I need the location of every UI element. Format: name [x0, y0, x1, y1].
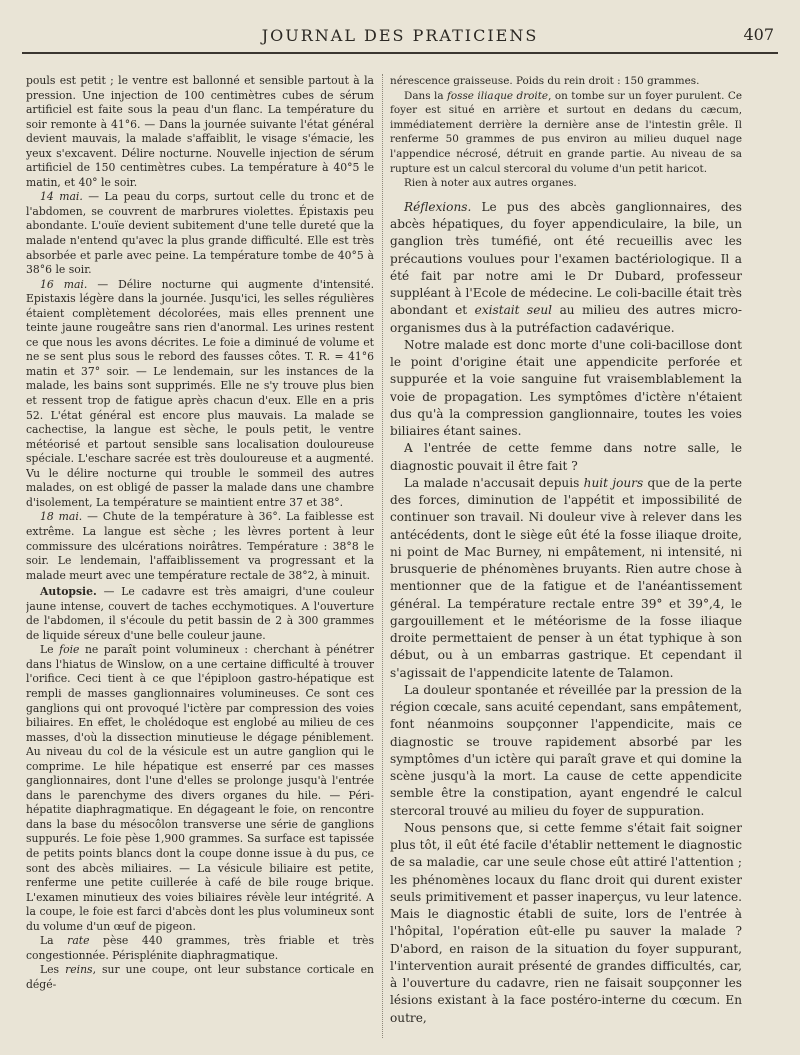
section-label: Autopsie.	[40, 585, 97, 599]
paragraph: Le foie ne paraît point volumineux : cherchant à pénétrer dans l'hiatus de Winslow, on a une certaine difficulté à trouver l'orifice. Ceci tient à ce que l'épiploon gastro-hépatique est rempli de masses ganglionnaires volumineuses. Ce sont ces ganglions qui ont provoqué l'ictère par compression des voies biliaires. En effet, le cholédoque est englobé au milieu de ces masses, d'où la dissection minutieuse le dégage péniblement. Au niveau du col de la vésicule est un autre ganglion qui le comprime. Le hile hépatique est enserré par ces masses ganglionnaires, dont l'une d'elles se prolonge jusqu'à l'entrée dans le parenchyme des divers organes du hile. — Péri-hépatite diaphragmatique. En dégageant le foie, on rencontre dans la base du mésocôlon transverse une série de ganglions suppurés. Le foie pèse 1,900 grammes. Sa surface est tapissée de petits points blancs dont la coupe donne issue à du pus, ce sont des abcès miliaires. — La vésicule biliaire est petite, renferme une petite cuillerée à café de bile rouge brique. L'examen minutieux des voies biliaires révèle leur intégrité. A la coupe, le foie est farci d'abcès dont les plus volumineux sont du volume d'un œuf de pigeon.	[26, 643, 374, 933]
running-header	[22, 22, 778, 52]
date-label: 16 mai.	[40, 277, 88, 291]
date-label: 14 mai.	[40, 190, 83, 204]
header-rule	[22, 52, 778, 54]
paragraph: 18 mai. — Chute de la température à 36°. La faiblesse est extrême. La langue est sèche ; les lèvres portent à leur commissure des ulcérations noirâtres. Température : 38°8 le soir. Le lendemain, l'affaiblissement va progressant et la malade meurt avec une température rectale de 38°2, à minuit.	[26, 510, 374, 582]
journal-title: JOURNAL DES PRATICIENS	[261, 26, 539, 45]
paragraph: nérescence graisseuse. Poids du rein droit : 150 grammes.	[390, 75, 700, 87]
page-number: 407	[743, 25, 774, 44]
column-divider	[382, 74, 383, 1038]
paragraph: 14 mai. — La peau du corps, surtout celle du tronc et de l'abdomen, se couvrent de marbrures violettes. Épistaxis peu abondante. L'ouïe devient subitement d'une telle dureté que la malade n'entend qu'avec la plus grande difficulté. Elle est très absorbée et parle avec peine. La température tombe de 40°5 à 38°6 le soir.	[26, 190, 374, 277]
paragraph: 16 mai. — Délire nocturne qui augmente d'intensité. Epistaxis légère dans la journée. Jusqu'ici, les selles régulières étaient complètement décolorées, mais elles prennent une teinte jaune rougeâtre sans rien d'anormal. Les urines restent ce que nous les avons décrites. Le foie a diminué de volume et ne se sent plus sous le rebord des fausses côtes. T. R. = 41°6 matin et 37° soir. — Le lendemain, sur les instances de la malade, les bains sont supprimés. Elle ne s'y trouve plus bien et ressent trop de fatigue après chacun d'eux. Elle en a pris 52. L'état général est encore plus mauvais. La malade se cachectise, la langue est sèche, le pouls petit, le ventre météorisé et partout sensible sans localisation douloureuse spéciale. L'eschare sacrée est très douloureuse et a augmenté. Vu le délire nocturne qui trouble le sommeil des autres malades, on est obligé de passer la malade dans une chambre d'isolement, La température se maintient entre 37 et 38°.	[26, 277, 374, 509]
paragraph: La douleur spontanée et réveillée par la pression de la région cœcale, sans acuité cependant, sans empâtement, font néanmoins soupçonner l'appendicite, mais ce diagnostic se trouve rapidement absorbé par les symptômes d'un ictère qui paraît grave et qui domine la scène jusqu'à la mort. La cause de cette appendicite semble être la constipation, ayant engendré le calcul stercoral trouvé au milieu du foyer de suppuration.	[390, 682, 742, 818]
paragraph: Autopsie. — Le cadavre est très amaigri, d'une couleur jaune intense, couvert de taches ecchymotiques. A l'ouverture de l'abdomen, il s'écoule du petit bassin de 2 à 300 grammes de liquide séreux d'une belle couleur jaune.	[26, 585, 374, 642]
paragraph: Dans la fosse iliaque droite, on tombe sur un foyer purulent. Ce foyer est situé en arrière et surtout en dedans du cæcum, immédiatement derrière la dernière anse de l'intestin grêle. Il renferme 50 grammes de pus environ au milieu duquel nage l'appendice nécrosé, détruit en grande partie. Au niveau de sa rupture est un calcul stercoral du volume d'un petit haricot.	[390, 89, 742, 175]
date-label: 18 mai.	[40, 510, 83, 524]
paragraph: Rien à noter aux autres organes.	[404, 177, 577, 190]
paragraph: pouls est petit ; le ventre est ballonné et sensible partout à la pression. Une injection de 100 centimètres cubes de sérum artificiel est faite sous la peau d'un flanc. La température du soir remonte à 41°6. — Dans la journée suivante l'état général devient mauvais, la malade s'affaiblit, le visage s'émacie, les yeux s'excavent. Délire nocturne. Nouvelle injection de sérum artificiel de 150 centimètres cubes. La température à 40°5 le matin, et 40° le soir.	[26, 74, 374, 189]
section-label: Réflexions.	[404, 199, 472, 214]
paragraph: La malade n'accusait depuis huit jours que de la perte des forces, diminution de l'appétit et impossibilité de continuer son travail. Ni douleur vive à relever dans les antécédents, dont le siège eût été la fosse iliaque droite, ni point de Mac Burney, ni empâtement, ni intensité, ni brusquerie de phénomènes bruyants. Rien autre chose à mentionner que de la fatigue et de l'anéantissement général. La température rectale entre 39° et 39°,4, le gargouillement et le météorisme de la fosse iliaque droite permettaient de penser à un état typhique à son début, ou à un embarras gastrique. Et cependant il s'agissait de l'appendicite latente de Talamon.	[390, 475, 742, 680]
paragraph: A l'entrée de cette femme dans notre salle, le diagnostic pouvait il être fait ?	[390, 441, 742, 473]
paragraph: La rate pèse 440 grammes, très friable et très congestionnée. Périsplénite diaphragmatique.	[26, 934, 374, 962]
paragraph: Nous pensons que, si cette femme s'était fait soigner plus tôt, il eût été facile d'établir nettement le diagnostic de sa maladie, car une seule chose eût attiré l'attention ; les phénomènes locaux du flanc droit qui durent exister seuls primitivement et passer inaperçus, vu leur latence. Mais le diagnostic établi de suite, lors de l'entrée à l'hôpital, l'opération eût-elle pu sauver la malade ? D'abord, en raison de la situation du foyer suppurant, l'intervention aurait présenté de grandes difficultés, car, à l'ouverture du cadavre, rien ne faisait soupçonner les lésions existant à la face postéro-interne du cœcum. En outre,	[390, 820, 742, 1025]
right-column	[390, 74, 742, 1042]
left-column	[26, 74, 374, 1042]
paragraph: Réflexions. Le pus des abcès ganglionnaires, des abcès hépatiques, du foyer appendiculaire, la bile, un ganglion très tuméfié, ont été recueillis avec les précautions voulues pour l'examen bactériologique. Il a été fait par notre ami le Dr Dubard, professeur suppléant à l'Ecole de médecine. Le coli-bacille était très abondant et existait seul au milieu des autres micro-organismes dus à la putréfaction cadavérique.	[390, 199, 742, 335]
paragraph: Notre malade est donc morte d'une coli-bacillose dont le point d'origine était une appendicite perforée et suppurée et la voie sanguine fut vraisemblablement la voie de propagation. Les symptômes d'ictère n'étaient dus qu'à la compression ganglionnaire, toutes les voies biliaires étant saines.	[390, 337, 742, 438]
paragraph: Les reins, sur une coupe, ont leur substance corticale en dégé-	[26, 963, 374, 991]
